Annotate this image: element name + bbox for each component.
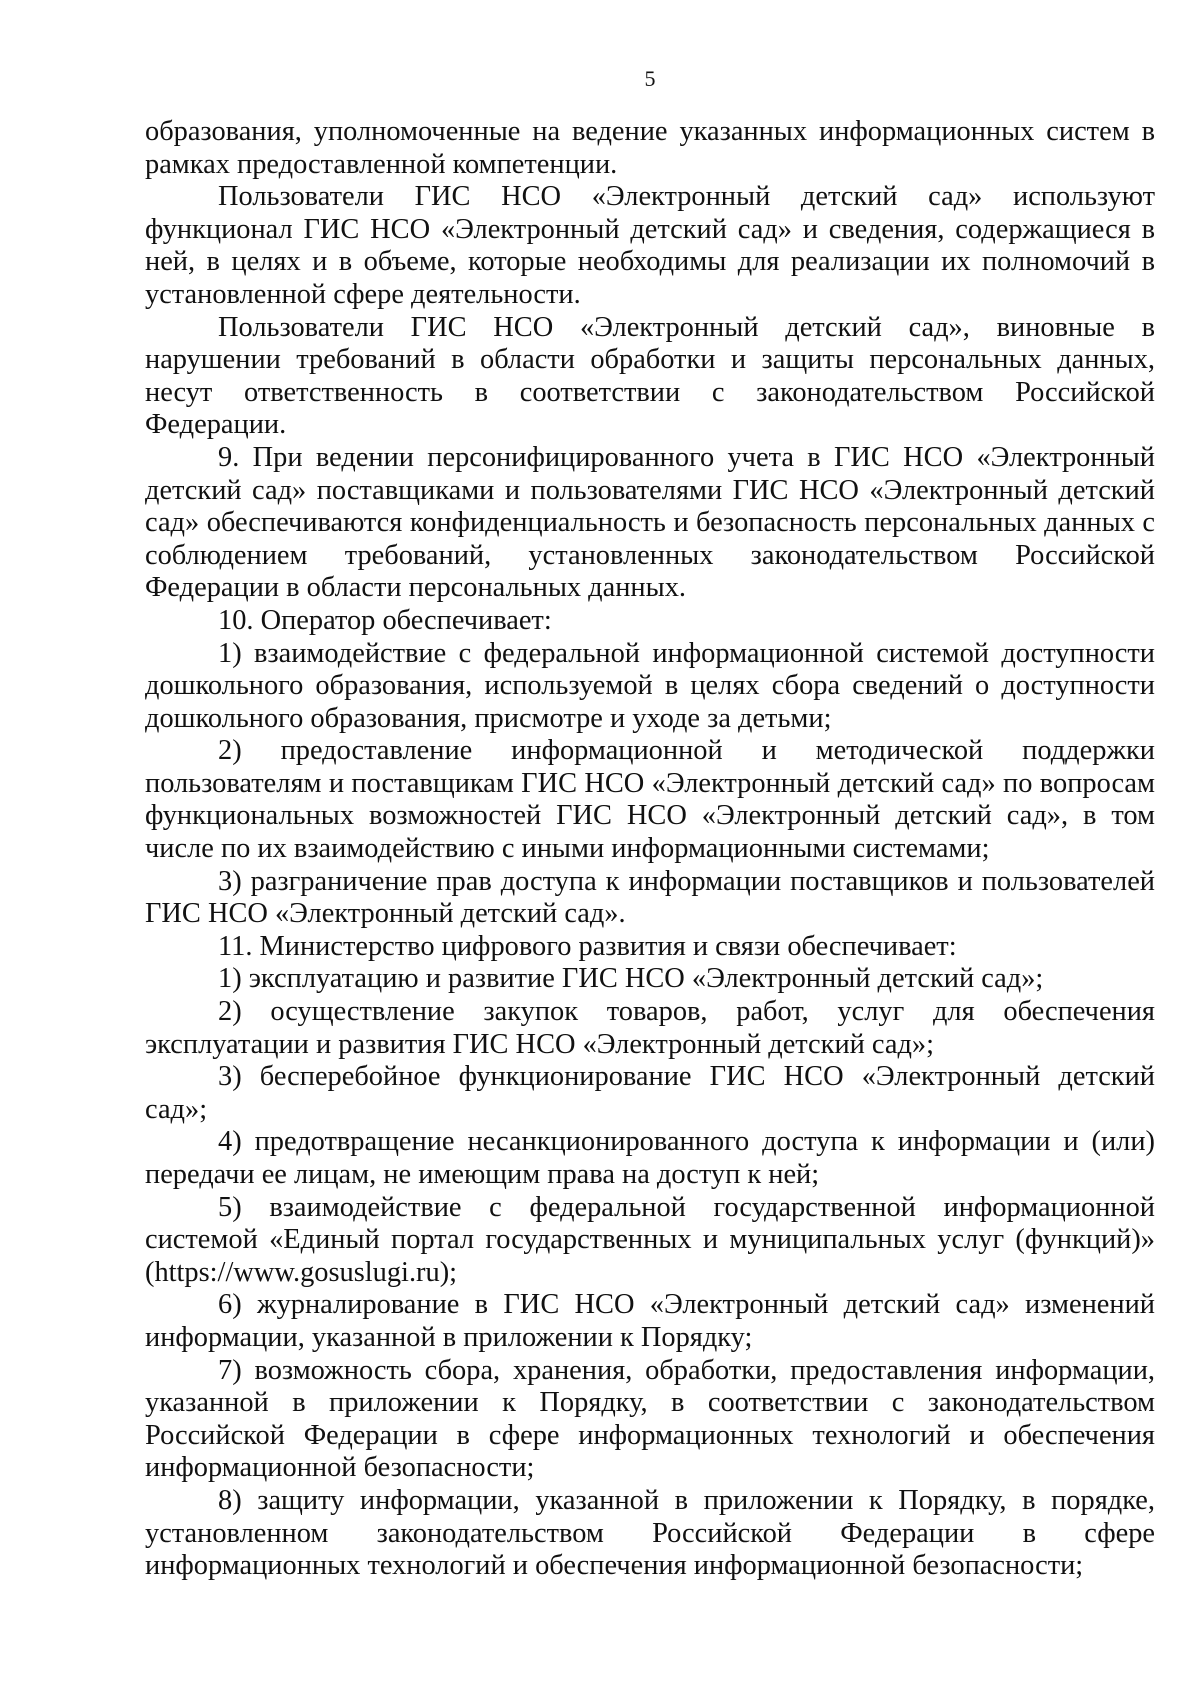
- paragraph-users-liability: Пользователи ГИС НСО «Электронный детский сад», виновные в нарушении требований в области обработки и защиты персональных данных, несут ответственность в соответствии с законодательством Российской Федерации.: [145, 311, 1155, 441]
- page-number: 5: [644, 66, 656, 91]
- paragraph-item-10-1: 1) взаимодействие с федеральной информационной системой доступности дошкольного образования, используемой в целях сбора сведений о доступности дошкольного образования, присмотре и уходе за детьми;: [145, 637, 1155, 734]
- paragraph-item-11-5: 5) взаимодействие с федеральной государственной информационной системой «Единый портал государственных и муниципальных услуг (функций)» (https://www.gosuslugi.ru);: [145, 1191, 1155, 1288]
- paragraph-item-10-2: 2) предоставление информационной и методической поддержки пользователям и поставщикам ГИС НСО «Электронный детский сад» по вопросам функциональных возможностей ГИС НСО «Электронный детский сад», в том числе по их взаимодействию с иными информационными системами;: [145, 735, 1155, 865]
- paragraph-item-10: 10. Оператор обеспечивает:: [218, 604, 552, 636]
- paragraph-item-11-2: 2) осуществление закупок товаров, работ, услуг для обеспечения эксплуатации и развития ГИС НСО «Электронный детский сад»;: [145, 996, 1155, 1060]
- paragraph-item-11-8: 8) защиту информации, указанной в приложении к Порядку, в порядке, установленном законодательством Российской Федерации в сфере информационных технологий и обеспечения информационной безопасности;: [145, 1484, 1155, 1582]
- paragraph-item-11-6: 6) журналирование в ГИС НСО «Электронный детский сад» изменений информации, указанной в приложении к Порядку;: [145, 1289, 1155, 1353]
- paragraph-item-11-3: 3) бесперебойное функционирование ГИС НСО «Электронный детский сад»;: [145, 1061, 1155, 1125]
- document-body: [145, 116, 1155, 1583]
- paragraph-item-11: 11. Министерство цифрового развития и связи обеспечивает:: [218, 930, 957, 962]
- paragraph-item-11-7: 7) возможность сбора, хранения, обработки, предоставления информации, указанной в приложении к Порядку, в соответствии с законодательством Российской Федерации в сфере информационных технологий и обеспечения информационной безопасности;: [145, 1354, 1155, 1484]
- paragraph-item-10-3: 3) разграничение прав доступа к информации поставщиков и пользователей ГИС НСО «Электронный детский сад».: [145, 865, 1155, 930]
- paragraph-item-11-1: 1) эксплуатацию и развитие ГИС НСО «Электронный детский сад»;: [218, 963, 1044, 995]
- paragraph-continuation: образования, уполномоченные на ведение указанных информационных систем в рамках предоставленной компетенции.: [145, 116, 1155, 180]
- paragraph-users-functional: Пользователи ГИС НСО «Электронный детский сад» используют функционал ГИС НСО «Электронный детский сад» и сведения, содержащиеся в ней, в целях и в объеме, которые необходимы для реализации их полномочий в установленной сфере деятельности.: [145, 181, 1155, 310]
- paragraph-item-9: 9. При ведении персонифицированного учета в ГИС НСО «Электронный детский сад» поставщиками и пользователями ГИС НСО «Электронный детский сад» обеспечиваются конфиденциальность и безопасность персональных данных с соблюдением требований, установленных законодательством Российской Федерации в области персональных данных.: [145, 441, 1155, 604]
- paragraph-item-11-4: 4) предотвращение несанкционированного доступа к информации и (или) передачи ее лицам, не имеющим права на доступ к ней;: [145, 1126, 1155, 1190]
